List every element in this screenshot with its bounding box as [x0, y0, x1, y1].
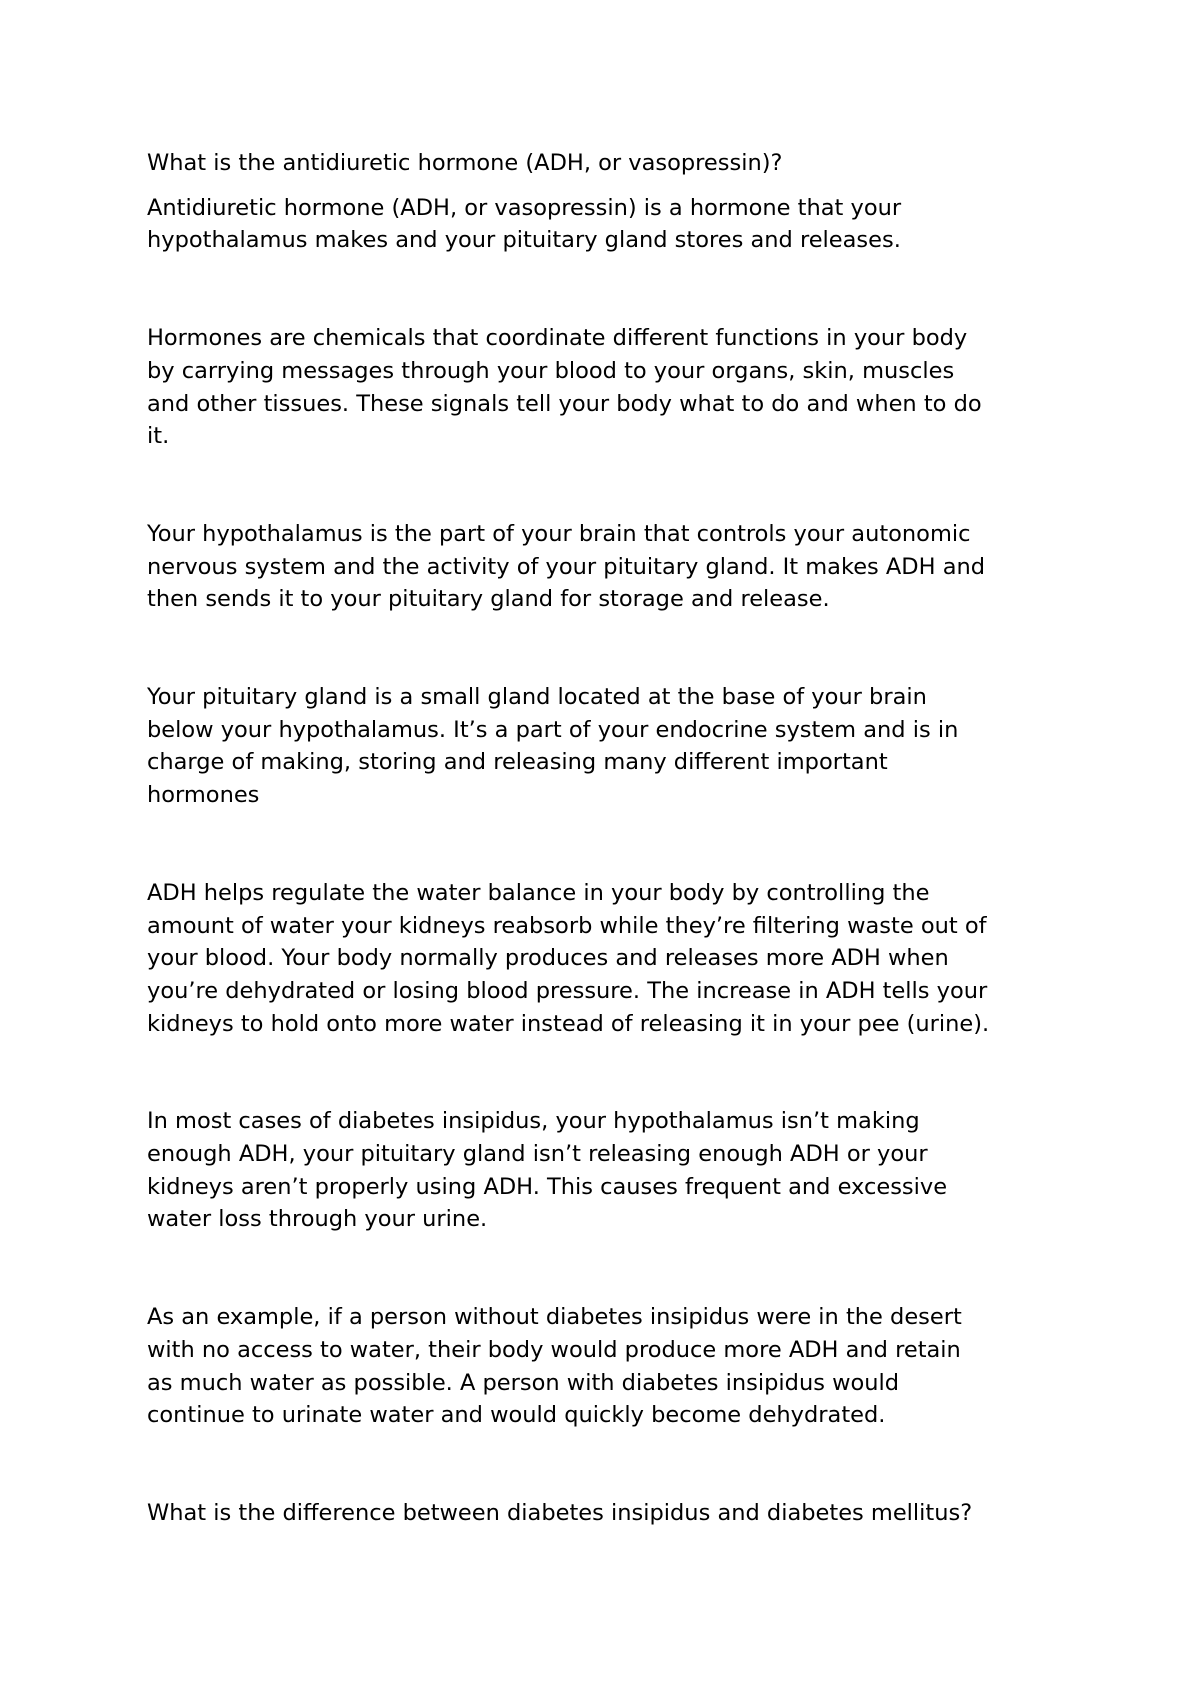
text-line: Your hypothalamus is the part of your brain that controls your autonomic — [147, 520, 971, 547]
text-line: below your hypothalamus. It’s a part of your endocrine system and is in — [147, 716, 959, 743]
question-heading-adh — [147, 147, 1087, 180]
text-line: by carrying messages through your blood to your organs, skin, muscles — [147, 357, 955, 384]
paragraph-hypothalamus — [147, 518, 1087, 616]
text-line: ADH helps regulate the water balance in your body by controlling the — [147, 879, 930, 906]
text-line: it. — [147, 423, 170, 450]
text-line: kidneys to hold onto more water instead of releasing it in your pee (urine). — [147, 1010, 990, 1037]
text-line: you’re dehydrated or losing blood pressure. The increase in ADH tells your — [147, 977, 988, 1004]
text-line: Hormones are chemicals that coordinate different functions in your body — [147, 325, 968, 352]
document-body — [147, 147, 1087, 1530]
text-line: as much water as possible. A person with diabetes insipidus would — [147, 1369, 900, 1396]
text-line: amount of water your kidneys reabsorb while they’re filtering waste out of — [147, 912, 987, 939]
paragraph-pituitary — [147, 681, 1087, 812]
text-line: kidneys aren’t properly using ADH. This causes frequent and excessive — [147, 1173, 948, 1200]
paragraph-diabetes-insipidus — [147, 1105, 1087, 1236]
text-line: As an example, if a person without diabetes insipidus were in the desert — [147, 1304, 962, 1331]
text-line: and other tissues. These signals tell your body what to do and when to do — [147, 390, 982, 417]
text-line: Your pituitary gland is a small gland located at the base of your brain — [147, 684, 927, 711]
text-line: hormones — [147, 782, 260, 809]
text-line: enough ADH, your pituitary gland isn’t releasing enough ADH or your — [147, 1141, 928, 1168]
text-line: Antidiuretic hormone (ADH, or vasopressin) is a hormone that your — [147, 194, 902, 221]
paragraph-water-balance — [147, 877, 1087, 1041]
text-line: nervous system and the activity of your pituitary gland. It makes ADH and — [147, 553, 986, 580]
paragraph-adh-definition — [147, 192, 1087, 257]
text-line: with no access to water, their body would produce more ADH and retain — [147, 1336, 961, 1363]
text-line: water loss through your urine. — [147, 1206, 488, 1233]
paragraph-example — [147, 1301, 1087, 1432]
text-line: charge of making, storing and releasing many different important — [147, 749, 888, 776]
text-line: In most cases of diabetes insipidus, your hypothalamus isn’t making — [147, 1108, 920, 1135]
text-line: What is the difference between diabetes insipidus and diabetes mellitus? — [147, 1499, 973, 1526]
text-line: your blood. Your body normally produces and releases more ADH when — [147, 945, 949, 972]
text-line: What is the antidiuretic hormone (ADH, or vasopressin)? — [147, 150, 783, 176]
question-heading-difference — [147, 1497, 1087, 1530]
text-line: hypothalamus makes and your pituitary gland stores and releases. — [147, 227, 901, 254]
text-line: continue to urinate water and would quickly become dehydrated. — [147, 1402, 886, 1429]
text-line: then sends it to your pituitary gland for storage and release. — [147, 586, 830, 613]
paragraph-hormones — [147, 322, 1087, 453]
